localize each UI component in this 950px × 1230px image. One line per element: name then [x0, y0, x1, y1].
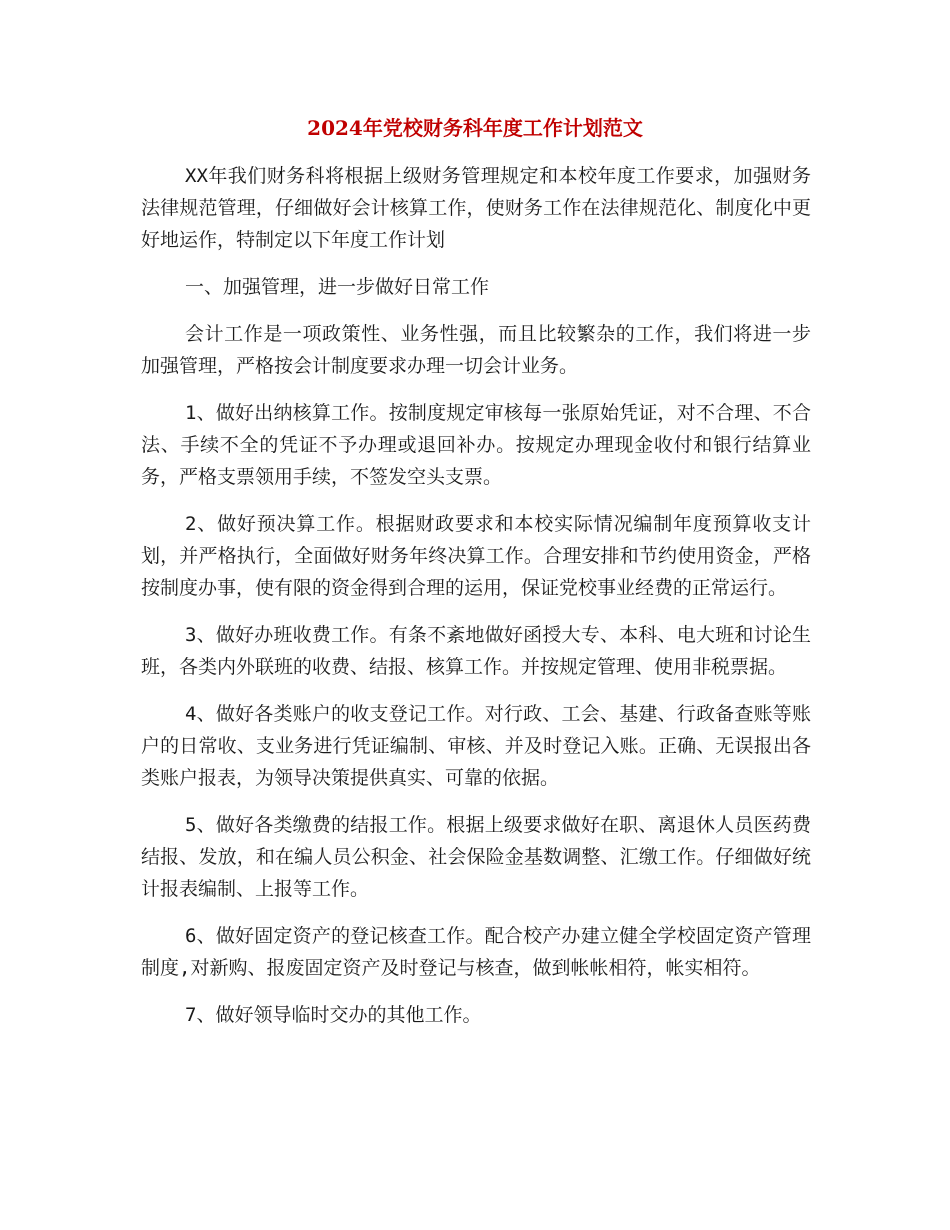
paragraph-item-7: 7、做好领导临时交办的其他工作。 — [185, 1004, 482, 1026]
paragraph-item-3: 3、做好办班收费工作。有条不紊地做好函授大专、本科、电大班和讨论生班，各类内外联班的收费、结报、核算工作。并按规定管理、使用非税票据。 — [141, 624, 811, 678]
section-heading-1: 一、加强管理，进一步做好日常工作 — [185, 276, 490, 298]
document-body — [141, 160, 811, 1046]
paragraph-item-2: 2、做好预决算工作。根据财政要求和本校实际情况编制年度预算收支计划，并严格执行，全面做好财务年终决算工作。合理安排和节约使用资金，严格按制度办事，使有限的资金得到合理的运用，保证党校事业经费的正常运行。 — [141, 513, 811, 599]
paragraph-item-4: 4、做好各类账户的收支登记工作。对行政、工会、基建、行政备查账等账户的日常收、支业务进行凭证编制、审核、并及时登记入账。正确、无误报出各类账户报表，为领导决策提供真实、可靠的依据。 — [141, 703, 811, 789]
document-title: 2024年党校财务科年度工作计划范文 — [307, 116, 643, 140]
paragraph-accounting-overview: 会计工作是一项政策性、业务性强，而且比较繁杂的工作，我们将进一步加强管理，严格按会计制度要求办理一切会计业务。 — [141, 323, 811, 377]
paragraph-intro: XX年我们财务科将根据上级财务管理规定和本校年度工作要求，加强财务法律规范管理，仔细做好会计核算工作，使财务工作在法律规范化、制度化中更好地运作，特制定以下年度工作计划 — [141, 165, 811, 251]
paragraph-item-1: 1、做好出纳核算工作。按制度规定审核每一张原始凭证，对不合理、不合法、手续不全的凭证不予办理或退回补办。按规定办理现金收付和银行结算业务，严格支票领用手续，不签发空头支票。 — [141, 402, 811, 488]
paragraph-item-5: 5、做好各类缴费的结报工作。根据上级要求做好在职、离退休人员医药费结报、发放，和在编人员公积金、社会保险金基数调整、汇缴工作。仔细做好统计报表编制、上报等工作。 — [141, 814, 811, 900]
paragraph-item-6: 6、做好固定资产的登记核查工作。配合校产办建立健全学校固定资产管理制度,对新购、报废固定资产及时登记与核查，做到帐帐相符，帐实相符。 — [141, 925, 811, 979]
